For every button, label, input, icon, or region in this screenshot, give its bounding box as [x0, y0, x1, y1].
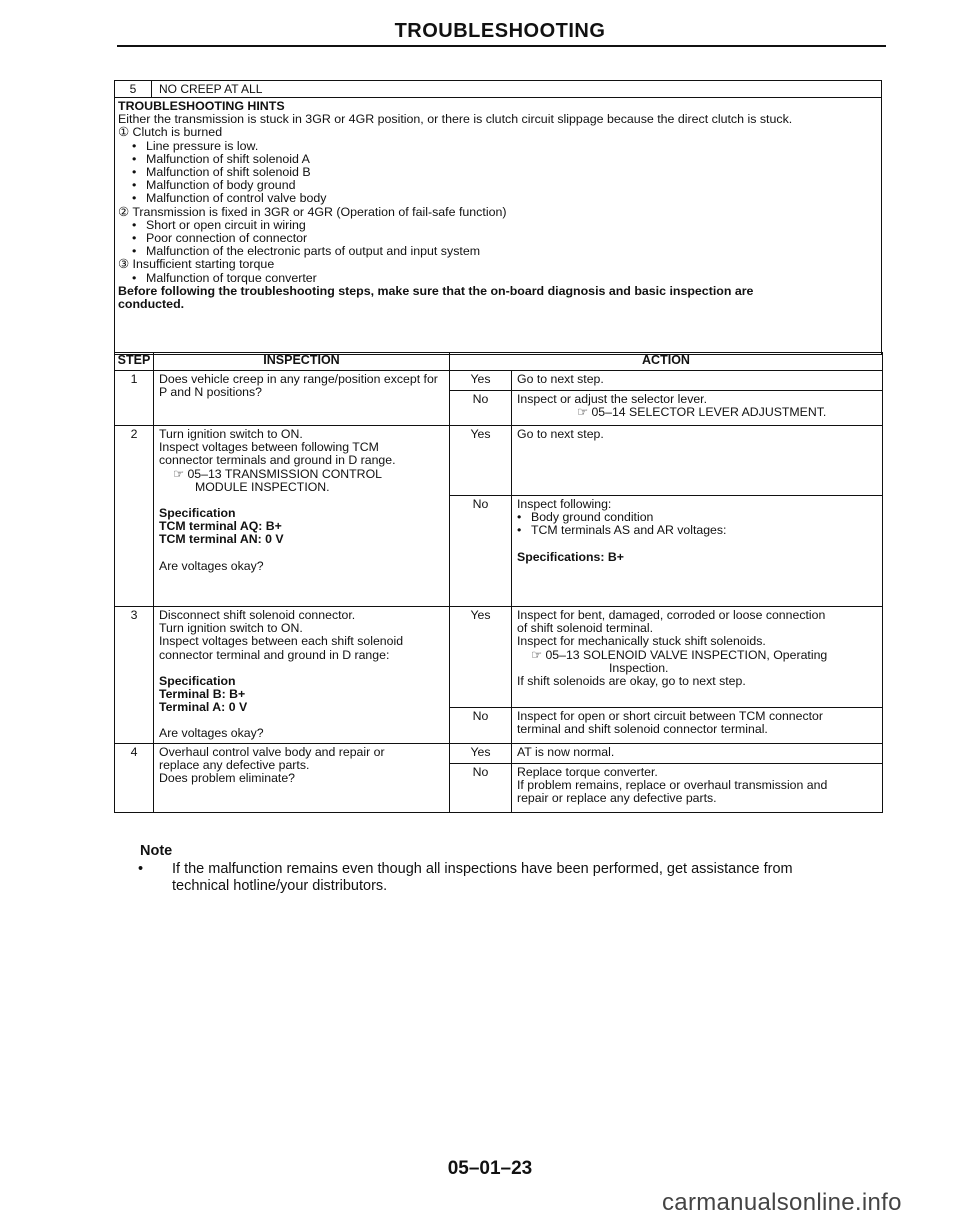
no-action: [512, 496, 883, 607]
inspection-cell: [154, 426, 450, 607]
hint-bullet: • Malfunction of body ground: [118, 179, 877, 192]
no-action: [512, 391, 883, 426]
problem-title-bar: [115, 81, 881, 98]
action-text: of shift solenoid terminal.: [517, 621, 654, 636]
table-row: [115, 426, 883, 496]
table-row: [115, 743, 883, 763]
no-label: No: [450, 496, 512, 607]
table-header-row: [115, 353, 883, 371]
hint-bullet: • Malfunction of shift solenoid B: [118, 166, 877, 179]
inspection-text: connector terminal and ground in D range:: [159, 647, 390, 662]
action-text: repair or replace any defective parts.: [517, 791, 717, 806]
no-action: [512, 763, 883, 812]
action-text: Inspect or adjust the selector lever.: [517, 392, 708, 406]
action-text: Inspect for open or short circuit between TCM connector: [517, 708, 823, 723]
col-step-header: STEP: [115, 353, 154, 371]
before-note-line: Before following the troubleshooting steps, make sure that the on-board diagnosis and basic inspection are: [118, 283, 754, 298]
hint-line: ② Transmission is fixed in 3GR or 4GR (Operation of fail-safe function): [118, 204, 507, 219]
specification-value: Terminal B: B+: [159, 687, 246, 702]
inspection-cell: [154, 371, 450, 426]
yes-label: Yes: [450, 371, 512, 391]
table-row: [115, 371, 883, 391]
reference-link: MODULE INSPECTION.: [195, 479, 330, 494]
page-number: 05–01–23: [447, 1158, 533, 1179]
step-number: 3: [115, 607, 154, 744]
inspection-table: [114, 352, 883, 813]
no-label: No: [450, 391, 512, 426]
inspection-text: replace any defective parts.: [159, 757, 310, 772]
reference-link: ☞ 05–13 SOLENOID VALVE INSPECTION, Operating: [531, 647, 828, 662]
yes-action: Go to next step.: [512, 426, 883, 496]
action-bullet: • Body ground condition: [517, 511, 877, 524]
hint-bullet: • Short or open circuit in wiring: [118, 219, 877, 232]
step-number: 2: [115, 426, 154, 607]
action-text: Replace torque converter.: [517, 764, 658, 779]
reference-link: ☞ 05–13 TRANSMISSION CONTROL: [173, 466, 382, 481]
no-label: No: [450, 707, 512, 743]
yes-action: [512, 607, 883, 708]
yes-action: AT is now normal.: [512, 743, 883, 763]
page-title: TROUBLESHOOTING: [394, 20, 606, 42]
inspection-text: Inspect voltages between each shift solenoid: [159, 634, 404, 649]
yes-label: Yes: [450, 426, 512, 496]
action-text: terminal and shift solenoid connector terminal.: [517, 721, 768, 736]
action-text: Inspect following:: [517, 497, 612, 511]
no-label: No: [450, 763, 512, 812]
hint-bullet: • Line pressure is low.: [118, 140, 877, 153]
hint-bullet: • Malfunction of shift solenoid A: [118, 153, 877, 166]
specification-label: Specification: [159, 506, 236, 521]
troubleshooting-hints: [118, 100, 877, 311]
action-text: Inspect for mechanically stuck shift solenoids.: [517, 634, 766, 649]
note-bullet: •: [138, 861, 144, 877]
inspection-question: Are voltages okay?: [159, 558, 264, 573]
step-number: 1: [115, 371, 154, 426]
specification-label: Specification: [159, 673, 236, 688]
reference-link: Inspection.: [609, 660, 669, 675]
action-text: If shift solenoids are okay, go to next step.: [517, 674, 746, 689]
inspection-text: Does vehicle creep in any range/position except for P and N positions?: [159, 372, 438, 400]
inspection-text: Inspect voltages between following TCM: [159, 440, 379, 455]
specification-value: Specifications: B+: [517, 549, 624, 564]
no-action: [512, 707, 883, 743]
note-line: If the malfunction remains even though all inspections have been performed, get assistance from: [172, 861, 793, 877]
col-action-header: ACTION: [450, 353, 883, 371]
note-title: Note: [140, 843, 173, 859]
inspection-text: Overhaul control valve body and repair or: [159, 744, 385, 759]
before-note-line: conducted.: [118, 297, 185, 312]
specification-value: TCM terminal AQ: B+: [159, 519, 282, 534]
problem-number: 5: [115, 81, 152, 97]
note-text: [172, 861, 793, 895]
inspection-text: connector terminals and ground in D range.: [159, 453, 396, 468]
header-rule: [117, 45, 886, 47]
action-text: Inspect for bent, damaged, corroded or loose connection: [517, 608, 826, 622]
hint-line: ③ Insufficient starting torque: [118, 257, 275, 272]
hint-line: Either the transmission is stuck in 3GR or 4GR position, or there is clutch circuit slippage because the direct clutch is stuck.: [118, 112, 793, 127]
col-inspection-header: INSPECTION: [154, 353, 450, 371]
inspection-text: Disconnect shift solenoid connector.: [159, 608, 356, 622]
hint-line: ① Clutch is burned: [118, 125, 223, 140]
table-row: [115, 607, 883, 708]
hints-heading: TROUBLESHOOTING HINTS: [118, 99, 285, 113]
hint-bullet: • Malfunction of the electronic parts of output and input system: [118, 245, 877, 258]
yes-label: Yes: [450, 607, 512, 708]
inspection-text: Turn ignition switch to ON.: [159, 427, 303, 441]
specification-value: TCM terminal AN: 0 V: [159, 532, 284, 547]
inspection-cell: [154, 607, 450, 744]
yes-label: Yes: [450, 743, 512, 763]
hint-bullet: • Poor connection of connector: [118, 232, 877, 245]
inspection-question: Are voltages okay?: [159, 726, 264, 741]
action-text: If problem remains, replace or overhaul transmission and: [517, 777, 828, 792]
inspection-cell: [154, 743, 450, 812]
specification-value: Terminal A: 0 V: [159, 700, 248, 715]
hint-bullet: • Malfunction of control valve body: [118, 192, 877, 205]
hint-bullet: • Malfunction of torque converter: [118, 272, 877, 285]
inspection-text: Does problem eliminate?: [159, 771, 296, 786]
step-number: 4: [115, 743, 154, 812]
yes-action: Go to next step.: [512, 371, 883, 391]
hints-box: [114, 80, 882, 355]
inspection-text: Turn ignition switch to ON.: [159, 621, 303, 636]
watermark: carmanualsonline.info: [662, 1189, 902, 1216]
note-line: technical hotline/your distributors.: [172, 878, 388, 894]
problem-title: NO CREEP AT ALL: [159, 82, 263, 96]
reference-link: ☞ 05–14 SELECTOR LEVER ADJUSTMENT.: [577, 405, 827, 420]
action-bullet: • TCM terminals AS and AR voltages:: [517, 524, 877, 537]
